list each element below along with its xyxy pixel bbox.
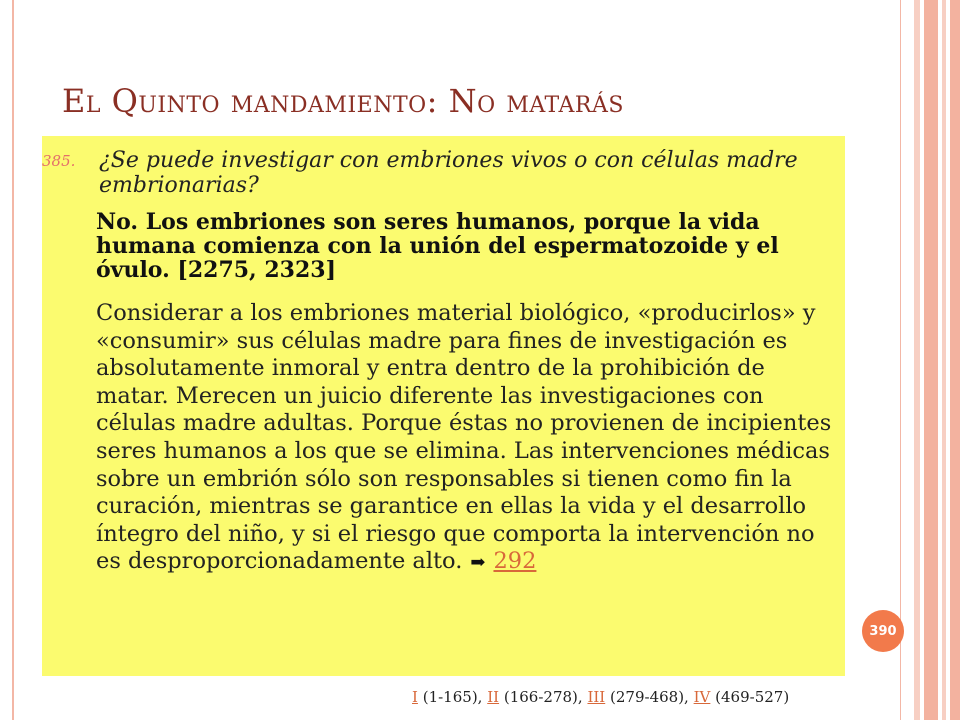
slide-left-border: [0, 0, 14, 720]
footer-range-part-4: (469-527): [715, 688, 790, 706]
arrow-right-icon: ➡: [470, 552, 486, 574]
footer-link-part-4[interactable]: IV: [693, 688, 711, 706]
footer-range-part-2: (166-278),: [503, 688, 583, 706]
page-number-badge: 390: [862, 610, 904, 652]
footer-link-part-2[interactable]: II: [487, 688, 500, 706]
footer-range-part-3: (279-468),: [610, 688, 689, 706]
body-text: [96, 300, 841, 577]
decorative-side-bars: [914, 0, 960, 720]
question-number: 385.: [42, 152, 76, 170]
footer-navigation: [412, 688, 852, 706]
content-box: [42, 136, 845, 676]
footer-link-part-3[interactable]: III: [587, 688, 606, 706]
answer-text: No. Los embriones son seres humanos, porque la vida humana comienza con la unión del espermatozoide y el óvulo. [2275, 2323]: [96, 209, 779, 283]
slide-title: El Quinto mandamiento: No matarás: [62, 82, 624, 120]
reference-link[interactable]: 292: [493, 548, 537, 575]
body-paragraph: Considerar a los embriones material biológico, «producirlos» y «consumir» sus células madre para fines de investigación es absolutamente inmoral y entra dentro de la prohibición de matar. Merecen un juicio diferente las investigaciones con células madre adultas. Porque éstas no provienen de incipientes seres humanos a los que se elimina. Las intervenciones médicas sobre un embrión sólo son responsables si tienen como fin la curación, mientras se garantice en ellas la vida y el desarrollo íntegro del niño, y si el riesgo que comporta la intervención no es desproporcionadamente alto.: [96, 300, 832, 575]
footer-link-part-1[interactable]: I: [412, 688, 418, 706]
question-text: ¿Se puede investigar con embriones vivos o con células madre embrionarias?: [99, 148, 798, 198]
footer-range-part-1: (1-165),: [422, 688, 483, 706]
